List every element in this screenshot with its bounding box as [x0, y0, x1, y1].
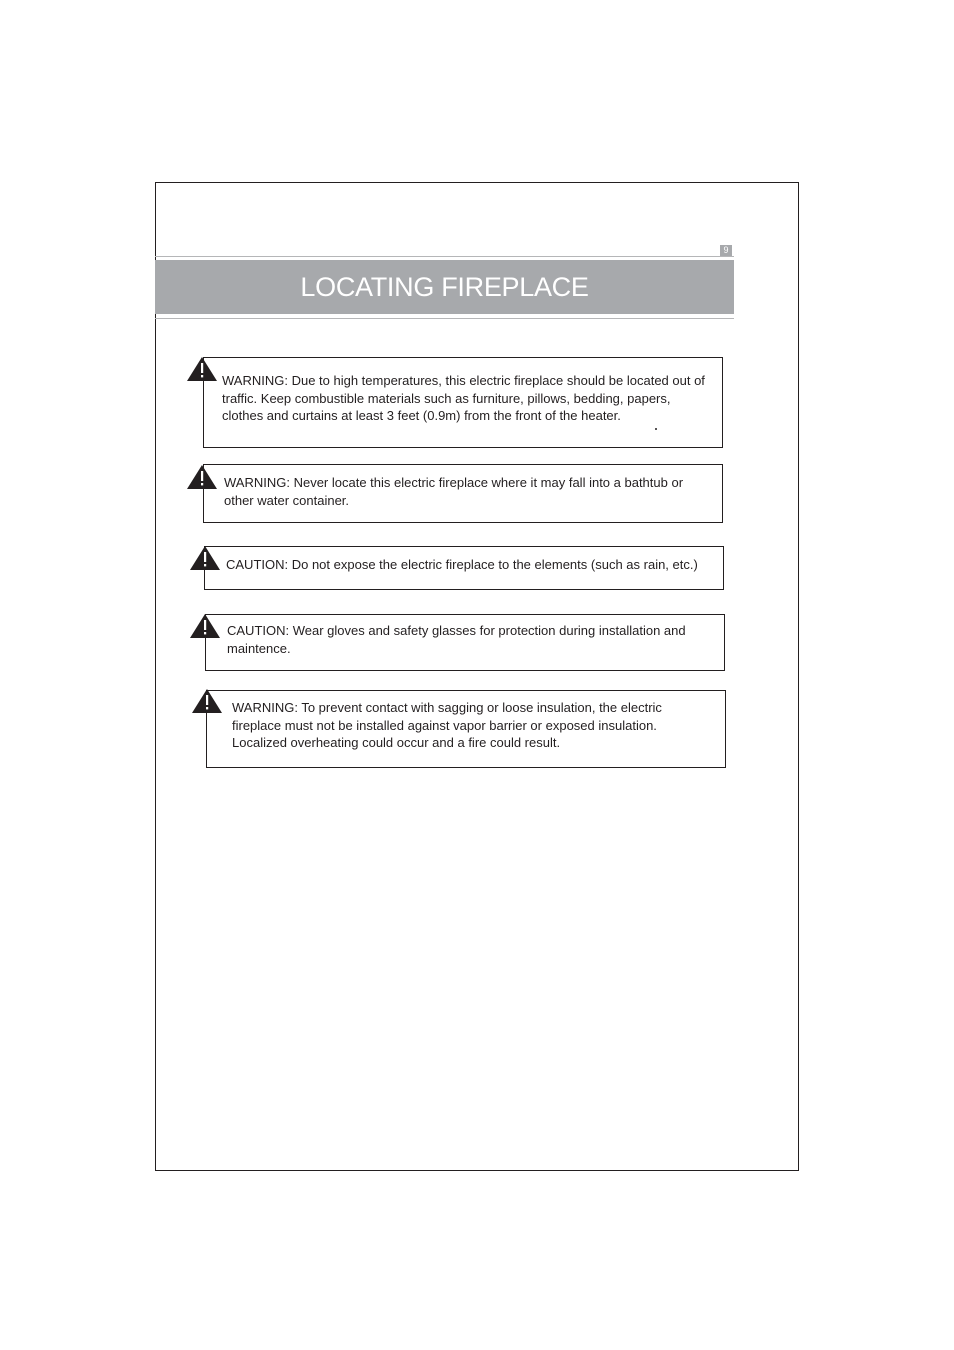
page-number: 9: [720, 245, 732, 256]
page-frame: [155, 182, 799, 1171]
caution-notice-elements: [204, 546, 724, 590]
page-title: LOCATING FIREPLACE: [300, 271, 589, 302]
caution-notice-gloves: [205, 614, 725, 671]
warning-notice-insulation: [206, 690, 726, 768]
notice-text: WARNING: Never locate this electric fireplace where it may fall into a bathtub or other water container.: [224, 475, 684, 508]
stray-mark: [655, 428, 657, 430]
warning-triangle-icon: [190, 546, 220, 570]
warning-triangle-icon: [187, 357, 217, 381]
warning-triangle-icon: [187, 465, 217, 489]
warning-triangle-icon: [190, 614, 220, 638]
header-rule-top: [155, 256, 734, 257]
section-header-bar: [155, 260, 734, 314]
warning-triangle-icon: [192, 689, 222, 713]
notice-text: WARNING: To prevent contact with sagging or loose insulation, the electric fireplace must not be installed against vapor barrier or exposed insulation. Localized overheating could occur and a fire could result.: [232, 700, 662, 750]
notice-text: CAUTION: Do not expose the electric fireplace to the elements (such as rain, etc.): [226, 557, 698, 572]
notice-text: CAUTION: Wear gloves and safety glasses for protection during installation and maintence.: [227, 623, 686, 656]
warning-notice-water: [203, 464, 723, 523]
header-rule-bottom: [155, 318, 734, 319]
notice-text: WARNING: Due to high temperatures, this electric fireplace should be located out of traffic. Keep combustible materials such as furniture, pillows, bedding, papers, clothes and curtains at least 3 feet (0.9m) from the front of the heater.: [222, 373, 705, 423]
warning-notice-traffic: [203, 357, 723, 448]
